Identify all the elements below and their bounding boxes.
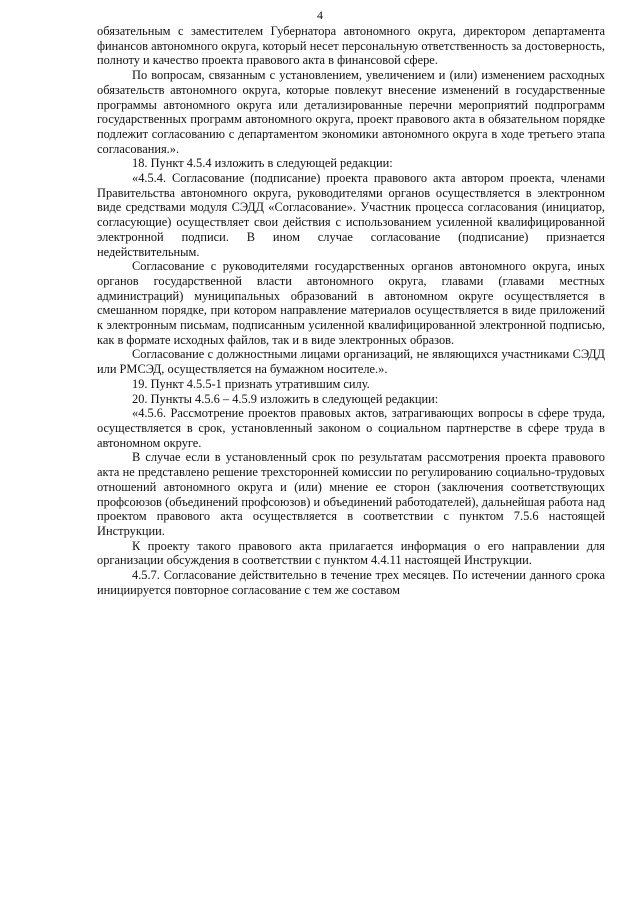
paragraph: 18. Пункт 4.5.4 изложить в следующей редакции: xyxy=(132,156,393,171)
paragraph: 19. Пункт 4.5.5-1 признать утратившим силу. xyxy=(132,376,370,391)
paragraph: 20. Пункты 4.5.6 – 4.5.9 изложить в следующей редакции: xyxy=(132,391,439,406)
paragraph: По вопросам, связанным с установлением, увеличением и (или) изменением расходных обязательств автономного округа, которые повлекут внесение изменений в государственные программы автономного округа или детализированные перечни мероприятий подпрограмм государственных программ автономного округа, проект правового акта в обязательном порядке подлежит согласованию с департаментом экономики автономного округа в ходе третьего этапа согласования.». xyxy=(97,68,605,156)
paragraph: В случае если в установленный срок по результатам рассмотрения проекта правового акта не представлено решение трехсторонней комиссии по регулированию социально-трудовых отношений автономного округа и (или) мнение ее сторон (заключения соответствующих профсоюзов (объединений профсоюзов) и объединений работодателей), дальнейшая работа над проектом правового акта осуществляется в соответствии с пунктом 7.5.6 настоящей Инструкции. xyxy=(97,450,605,538)
page-number: 4 xyxy=(317,8,323,22)
paragraph: Согласование с должностными лицами организаций, не являющихся участниками СЭДД или РМСЭД, осуществляется на бумажном носителе.». xyxy=(97,347,605,377)
paragraph: «4.5.6. Рассмотрение проектов правовых актов, затрагивающих вопросы в сфере труда, осуществляется в срок, установленный законом о социальном партнерстве в сфере труда в автономном округе. xyxy=(97,406,605,450)
paragraph: 4.5.7. Согласование действительно в течение трех месяцев. По истечении данного срока инициируется повторное согласование с тем же составом xyxy=(97,568,605,597)
document-body xyxy=(97,24,605,597)
paragraph: «4.5.4. Согласование (подписание) проекта правового акта автором проекта, членами Правительства автономного округа, руководителями органов осуществляется в электронном виде средствами модуля СЭДД «Согласование». Участник процесса согласования (инициатор, согласующие) осуществляет свои действия с использованием усиленной квалифицированной электронной подписи. В ином случае согласование (подписание) признается недействительным. xyxy=(97,171,605,259)
paragraph: обязательным с заместителем Губернатора автономного округа, директором департамента финансов автономного округа, который несет персональную ответственность за достоверность, полноту и качество проекта правового акта в финансовой сфере. xyxy=(97,24,605,68)
paragraph: Согласование с руководителями государственных органов автономного округа, иных органов государственной власти автономного округа, главами (главами местных администраций) муниципальных образований в автономном округе осуществляется в смешанном порядке, при котором направление материалов осуществляется в виде приложений к электронным письмам, подписанным усиленной квалифицированной электронной подписью, как в формате исходных файлов, так и в виде электронных образов. xyxy=(97,259,605,347)
paragraph: К проекту такого правового акта прилагается информация о его направлении для организации обсуждения в соответствии с пунктом 4.4.11 настоящей Инструкции. xyxy=(97,538,605,568)
